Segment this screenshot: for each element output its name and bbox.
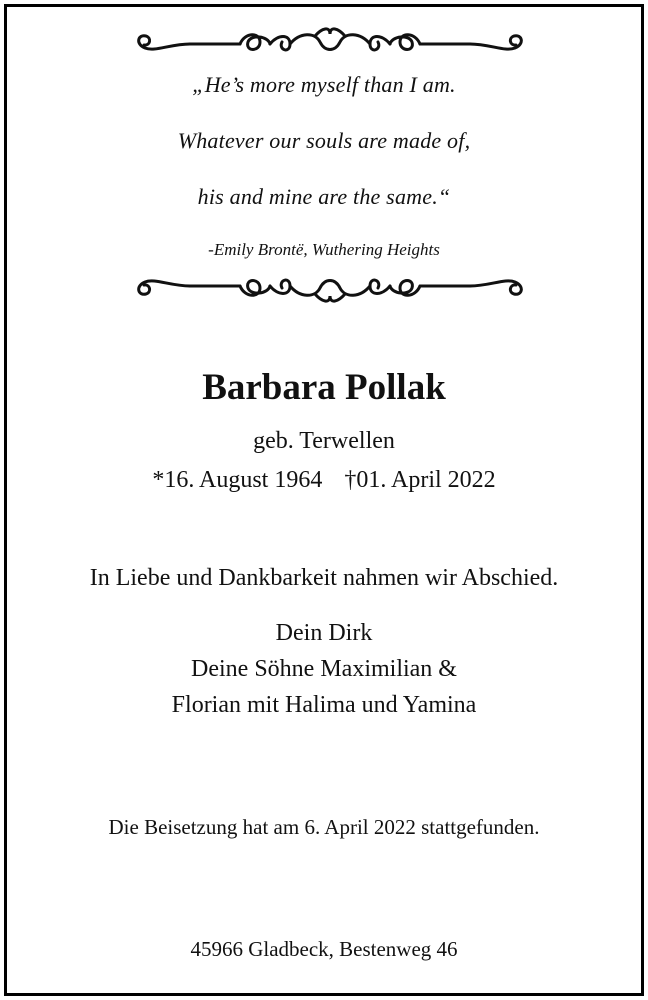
birth-name: geb. Terwellen [253, 428, 395, 454]
address: 45966 Gladbeck, Bestenweg 46 [190, 937, 458, 961]
life-dates [0, 467, 648, 494]
flourish-divider-icon [130, 268, 530, 308]
quote-line-1: „He’s more myself than I am. [192, 72, 456, 97]
flourish-divider-icon [130, 22, 530, 62]
farewell-message: In Liebe und Dankbarkeit nahmen wir Abschied. [89, 565, 559, 591]
mourner-line: Florian mit Halima und Yamina [171, 692, 477, 718]
mourner-line: Deine Söhne Maximilian & [191, 656, 457, 682]
birth-date: *16. August 1964 [152, 467, 323, 493]
mourner-line: Dein Dirk [275, 620, 373, 646]
burial-note: Die Beisetzung hat am 6. April 2022 stattgefunden. [108, 815, 540, 839]
quote-line-3: his and mine are the same.“ [197, 184, 451, 209]
quote-attribution: -Emily Brontë, Wuthering Heights [208, 240, 440, 259]
death-date: †01. April 2022 [344, 467, 496, 493]
quote-line-2: Whatever our souls are made of, [177, 128, 471, 153]
deceased-name: Barbara Pollak [202, 367, 446, 408]
